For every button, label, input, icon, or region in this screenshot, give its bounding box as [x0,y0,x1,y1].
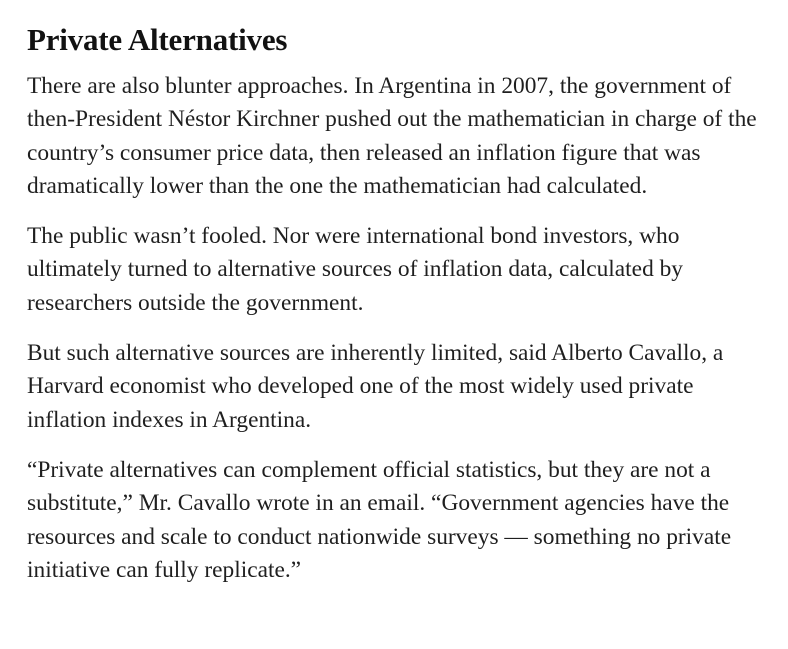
paragraph-alternative-sources-limited: But such alternative sources are inherently limited, said Alberto Cavallo, a Harvard economist who developed one of the most widely used private inflation indexes in Argentina. [27,340,724,433]
paragraph-public-not-fooled: The public wasn’t fooled. Nor were international bond investors, who ultimately turned to alternative sources of inflation data, calculated by researchers outside the government. [27,223,683,316]
paragraph-argentina-2007: There are also blunter approaches. In Argentina in 2007, the government of then-President Néstor Kirchner pushed out the mathematician in charge of the country’s consumer price data, then released an inflation figure that was dramatically lower than the one the mathematician had calculated. [27,73,757,199]
paragraph-cavallo-quote: “Private alternatives can complement official statistics, but they are not a substitute,” Mr. Cavallo wrote in an email. “Government agencies have the resources and scale to conduct nationwide surveys — something no private initiative can fully replicate.” [27,456,732,583]
article-body [27,20,772,604]
section-heading: Private Alternatives [27,22,288,57]
